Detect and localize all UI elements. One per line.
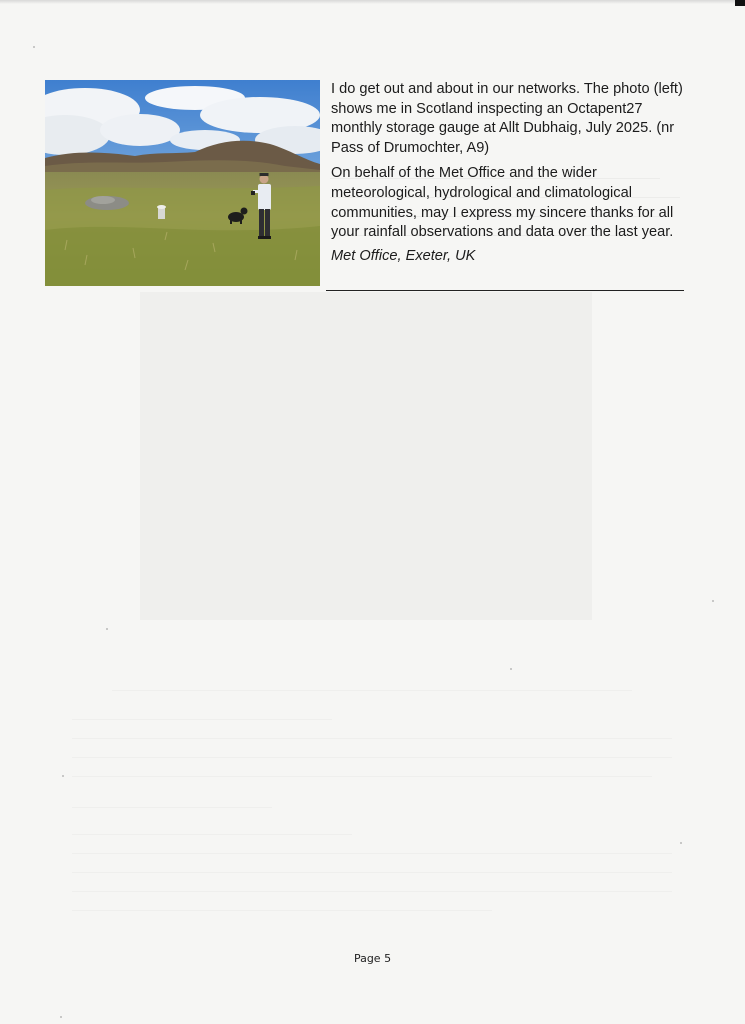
scan-top-edge — [0, 0, 745, 4]
scan-speck — [62, 775, 64, 777]
show-through-region — [140, 292, 592, 620]
photo-illustration — [45, 80, 320, 286]
scan-speck — [33, 46, 35, 48]
article-text-block — [331, 80, 691, 266]
show-through-lines-bottom — [72, 640, 672, 911]
scan-corner-mark — [735, 0, 745, 6]
scan-speck — [680, 842, 682, 844]
intro-paragraph: I do get out and about in our networks. The photo (left) shows me in Scotland inspecting an Octapent27 monthly storage gauge at Allt Dubhaig, July 2025. (nr Pass of Drumochter, A9) — [331, 81, 683, 156]
page-number: Page 5 — [353, 952, 392, 965]
scan-speck — [510, 668, 512, 670]
scan-speck — [712, 600, 714, 602]
horizontal-rule — [326, 290, 684, 291]
gauge-inspection-photo — [45, 80, 320, 286]
thanks-paragraph: On behalf of the Met Office and the wider meteorological, hydrological and climatological communities, may I express my sincere thanks for all your rainfall observations and data over the last year. — [331, 165, 674, 241]
scan-speck — [60, 1016, 62, 1018]
signoff-line: Met Office, Exeter, UK — [331, 247, 476, 264]
scan-speck — [106, 628, 108, 630]
